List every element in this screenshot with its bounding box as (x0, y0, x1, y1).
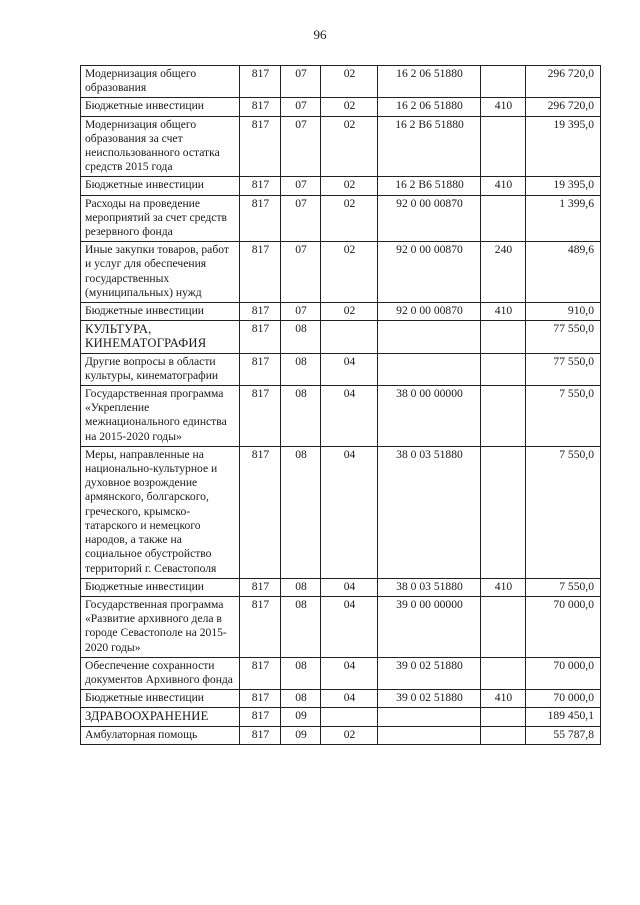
amount-cell: 1 399,6 (526, 195, 601, 242)
section-code-cell: 08 (281, 386, 321, 447)
expense-type-cell (481, 66, 526, 98)
item-name-cell: Модернизация общего образования за счет неиспользованного остатка средств 2015 года (81, 116, 240, 177)
page-number: 96 (313, 27, 327, 42)
item-name-cell: Обеспечение сохранности документов Архивного фонда (81, 657, 240, 689)
table-row (81, 66, 601, 98)
subsection-code-cell: 04 (321, 353, 378, 385)
ministry-code-cell: 817 (240, 657, 281, 689)
subsection-code-cell: 04 (321, 578, 378, 596)
target-article-cell: 92 0 00 00870 (378, 242, 481, 303)
amount-cell: 55 787,8 (526, 726, 601, 744)
section-code-cell: 09 (281, 726, 321, 744)
amount-cell: 296 720,0 (526, 98, 601, 116)
target-article-cell (378, 708, 481, 726)
table-row (81, 116, 601, 177)
subsection-code-cell: 02 (321, 195, 378, 242)
amount-cell: 77 550,0 (526, 353, 601, 385)
target-article-cell: 39 0 02 51880 (378, 657, 481, 689)
table-row (81, 177, 601, 195)
table-row (81, 321, 601, 353)
amount-cell: 19 395,0 (526, 116, 601, 177)
subsection-code-cell: 02 (321, 66, 378, 98)
item-name-cell: Иные закупки товаров, работ и услуг для обеспечения государственных (муниципальных) нужд (81, 242, 240, 303)
item-name-cell: ЗДРАВООХРАНЕНИЕ (81, 708, 240, 726)
target-article-cell (378, 321, 481, 353)
section-code-cell: 08 (281, 690, 321, 708)
target-article-cell: 38 0 03 51880 (378, 578, 481, 596)
ministry-code-cell: 817 (240, 726, 281, 744)
section-code-cell: 07 (281, 66, 321, 98)
expense-type-cell: 410 (481, 177, 526, 195)
expense-type-cell (481, 708, 526, 726)
item-name-cell: Модернизация общего образования (81, 66, 240, 98)
target-article-cell: 39 0 02 51880 (378, 690, 481, 708)
section-code-cell: 07 (281, 303, 321, 321)
ministry-code-cell: 817 (240, 116, 281, 177)
target-article-cell: 38 0 03 51880 (378, 446, 481, 578)
expense-type-cell (481, 353, 526, 385)
item-name-cell: Бюджетные инвестиции (81, 303, 240, 321)
ministry-code-cell: 817 (240, 690, 281, 708)
amount-cell: 910,0 (526, 303, 601, 321)
table-row (81, 242, 601, 303)
section-code-cell: 08 (281, 596, 321, 657)
section-code-cell: 08 (281, 353, 321, 385)
expense-type-cell (481, 657, 526, 689)
amount-cell: 77 550,0 (526, 321, 601, 353)
subsection-code-cell: 04 (321, 446, 378, 578)
ministry-code-cell: 817 (240, 66, 281, 98)
expense-type-cell: 410 (481, 690, 526, 708)
table-body (81, 66, 601, 745)
item-name-cell: Бюджетные инвестиции (81, 578, 240, 596)
target-article-cell: 16 2 В6 51880 (378, 177, 481, 195)
expense-type-cell (481, 596, 526, 657)
item-name-cell: Бюджетные инвестиции (81, 177, 240, 195)
item-name-cell: Бюджетные инвестиции (81, 98, 240, 116)
section-code-cell: 07 (281, 98, 321, 116)
section-code-cell: 07 (281, 177, 321, 195)
expense-type-cell: 410 (481, 303, 526, 321)
expense-type-cell (481, 116, 526, 177)
target-article-cell: 16 2 06 51880 (378, 98, 481, 116)
amount-cell: 7 550,0 (526, 386, 601, 447)
ministry-code-cell: 817 (240, 596, 281, 657)
target-article-cell: 38 0 00 00000 (378, 386, 481, 447)
subsection-code-cell (321, 321, 378, 353)
expense-type-cell (481, 195, 526, 242)
section-code-cell: 08 (281, 578, 321, 596)
expense-type-cell (481, 386, 526, 447)
subsection-code-cell: 02 (321, 242, 378, 303)
expense-type-cell (481, 446, 526, 578)
expense-type-cell (481, 321, 526, 353)
amount-cell: 70 000,0 (526, 596, 601, 657)
item-name-cell: Амбулаторная помощь (81, 726, 240, 744)
item-name-cell: Государственная программа «Укрепление межнационального единства на 2015-2020 годы» (81, 386, 240, 447)
table-row (81, 303, 601, 321)
subsection-code-cell: 04 (321, 690, 378, 708)
subsection-code-cell: 02 (321, 177, 378, 195)
amount-cell: 296 720,0 (526, 66, 601, 98)
table-row (81, 353, 601, 385)
ministry-code-cell: 817 (240, 177, 281, 195)
table-row (81, 657, 601, 689)
table-row (81, 195, 601, 242)
target-article-cell: 92 0 00 00870 (378, 195, 481, 242)
subsection-code-cell: 02 (321, 303, 378, 321)
section-code-cell: 08 (281, 321, 321, 353)
subsection-code-cell: 04 (321, 596, 378, 657)
table-row (81, 690, 601, 708)
table-row (81, 446, 601, 578)
amount-cell: 189 450,1 (526, 708, 601, 726)
amount-cell: 7 550,0 (526, 446, 601, 578)
section-code-cell: 07 (281, 116, 321, 177)
target-article-cell (378, 353, 481, 385)
item-name-cell: Расходы на проведение мероприятий за счет средств резервного фонда (81, 195, 240, 242)
table-row (81, 98, 601, 116)
table-row (81, 578, 601, 596)
section-code-cell: 08 (281, 657, 321, 689)
item-name-cell: Государственная программа «Развитие архивного дела в городе Севастополе на 2015-2020 годы» (81, 596, 240, 657)
ministry-code-cell: 817 (240, 446, 281, 578)
table-row (81, 726, 601, 744)
section-code-cell: 09 (281, 708, 321, 726)
item-name-cell: Другие вопросы в области культуры, кинематографии (81, 353, 240, 385)
target-article-cell (378, 726, 481, 744)
amount-cell: 19 395,0 (526, 177, 601, 195)
expense-type-cell (481, 726, 526, 744)
target-article-cell: 92 0 00 00870 (378, 303, 481, 321)
subsection-code-cell: 04 (321, 386, 378, 447)
budget-table (80, 65, 601, 745)
section-code-cell: 08 (281, 446, 321, 578)
expense-type-cell: 410 (481, 578, 526, 596)
target-article-cell: 39 0 00 00000 (378, 596, 481, 657)
ministry-code-cell: 817 (240, 195, 281, 242)
amount-cell: 489,6 (526, 242, 601, 303)
subsection-code-cell (321, 708, 378, 726)
ministry-code-cell: 817 (240, 708, 281, 726)
ministry-code-cell: 817 (240, 578, 281, 596)
table-row (81, 596, 601, 657)
section-code-cell: 07 (281, 195, 321, 242)
subsection-code-cell: 02 (321, 726, 378, 744)
expense-type-cell: 240 (481, 242, 526, 303)
section-code-cell: 07 (281, 242, 321, 303)
expense-type-cell: 410 (481, 98, 526, 116)
ministry-code-cell: 817 (240, 303, 281, 321)
ministry-code-cell: 817 (240, 98, 281, 116)
table-row (81, 708, 601, 726)
table-row (81, 386, 601, 447)
subsection-code-cell: 04 (321, 657, 378, 689)
item-name-cell: Меры, направленные на национально-культурное и духовное возрождение армянского, болгарского, греческого, крымско-татарского и немецкого народов, а также на социальное обустройство территорий г. Севастополя (81, 446, 240, 578)
ministry-code-cell: 817 (240, 353, 281, 385)
target-article-cell: 16 2 06 51880 (378, 66, 481, 98)
subsection-code-cell: 02 (321, 98, 378, 116)
ministry-code-cell: 817 (240, 242, 281, 303)
ministry-code-cell: 817 (240, 321, 281, 353)
amount-cell: 7 550,0 (526, 578, 601, 596)
target-article-cell: 16 2 В6 51880 (378, 116, 481, 177)
ministry-code-cell: 817 (240, 386, 281, 447)
amount-cell: 70 000,0 (526, 690, 601, 708)
subsection-code-cell: 02 (321, 116, 378, 177)
item-name-cell: Бюджетные инвестиции (81, 690, 240, 708)
amount-cell: 70 000,0 (526, 657, 601, 689)
item-name-cell: КУЛЬТУРА, КИНЕМАТОГРАФИЯ (81, 321, 240, 353)
